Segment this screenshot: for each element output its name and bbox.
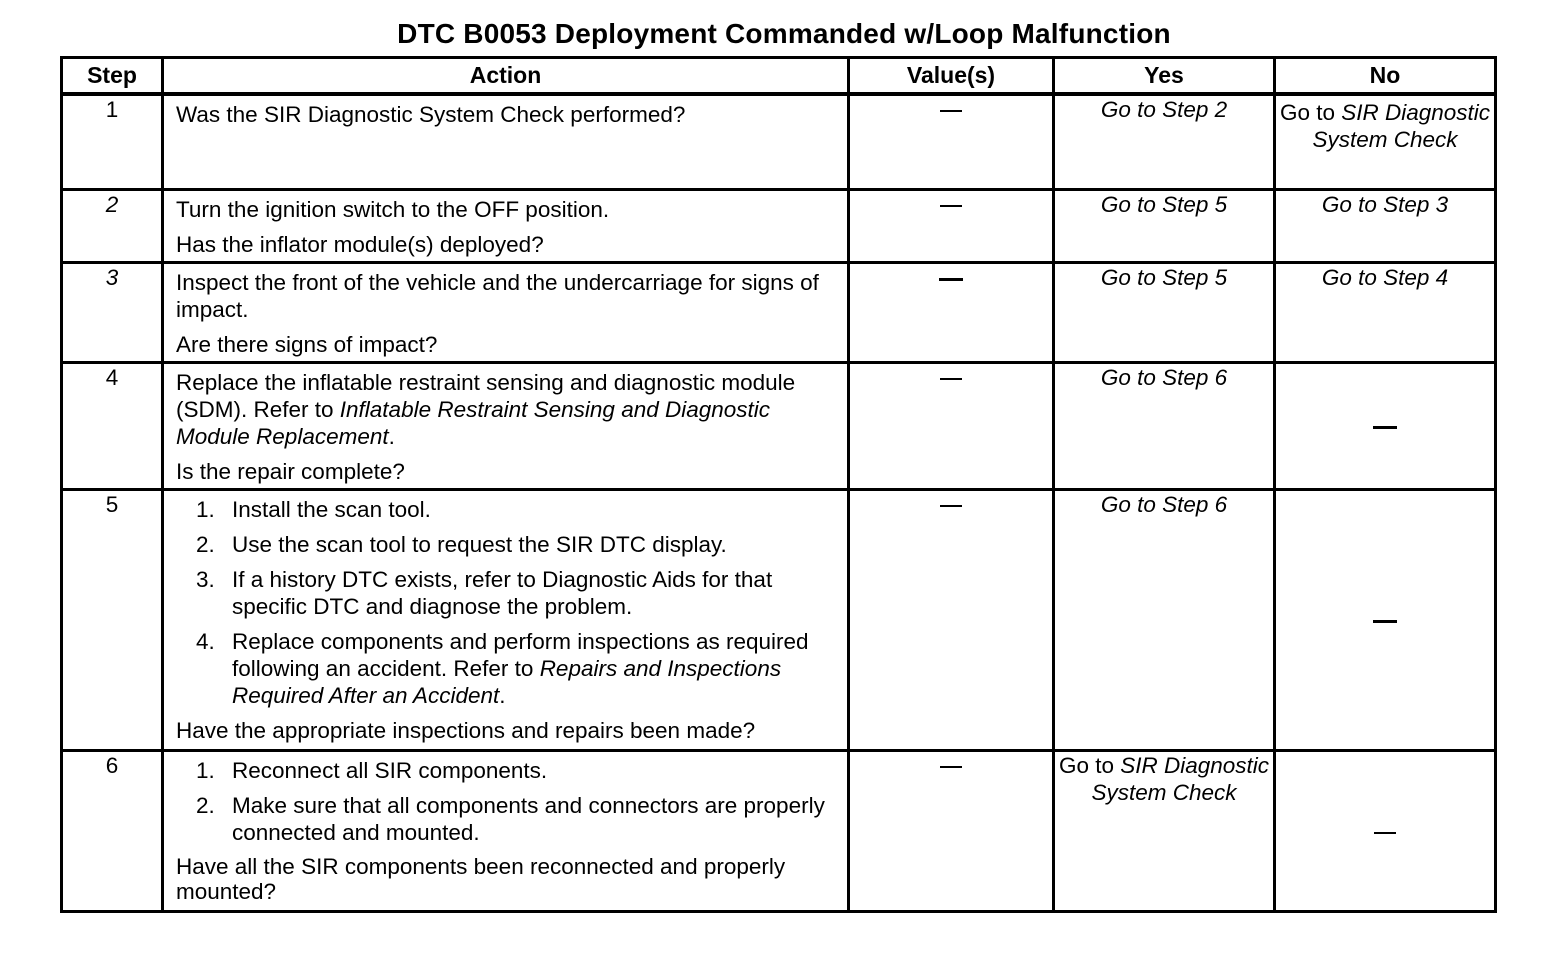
- header-values: Value(s): [849, 58, 1054, 95]
- yes-prefix: Go to: [1058, 753, 1121, 778]
- action-step-list: [176, 496, 839, 709]
- header-step: Step: [62, 58, 163, 95]
- yes-cell: [1054, 263, 1275, 363]
- value-cell: [849, 190, 1054, 263]
- value-dash: [940, 205, 962, 207]
- header-no: No: [1275, 58, 1496, 95]
- no-cell: [1275, 94, 1496, 190]
- action-cell: [163, 190, 849, 263]
- header-yes: Yes: [1054, 58, 1275, 95]
- table-row: [62, 94, 1496, 190]
- step-number: 3: [62, 263, 163, 363]
- value-cell: [849, 751, 1054, 912]
- yes-cell: [1054, 751, 1275, 912]
- action-text: Was the SIR Diagnostic System Check performed?: [176, 102, 686, 127]
- no-dash: [1373, 620, 1397, 623]
- no-link[interactable]: Go to Step 4: [1321, 265, 1449, 290]
- yes-cell: [1054, 190, 1275, 263]
- yes-link[interactable]: Go to Step 6: [1100, 492, 1228, 517]
- action-reference-link[interactable]: Inflatable Restraint Sensing and Diagnostic Module Replacement: [176, 397, 771, 449]
- action-step-list: [176, 757, 839, 846]
- value-dash: [939, 278, 963, 281]
- action-reference-link[interactable]: Repairs and Inspections Required After an Accident: [232, 656, 782, 708]
- action-cell: [163, 94, 849, 190]
- list-item: 3. If a history DTC exists, refer to Diagnostic Aids for that specific DTC and diagnose the problem.: [196, 567, 773, 619]
- step-number: 1: [62, 94, 163, 190]
- step-number: 2: [62, 190, 163, 263]
- value-cell: [849, 363, 1054, 490]
- yes-cell: [1054, 490, 1275, 751]
- yes-link[interactable]: Go to Step 5: [1100, 192, 1228, 217]
- no-dash: [1373, 426, 1397, 429]
- action-text: Turn the ignition switch to the OFF position.: [176, 197, 610, 222]
- step-number: 5: [62, 490, 163, 751]
- value-cell: [849, 94, 1054, 190]
- no-prefix: Go to: [1279, 100, 1342, 125]
- action-cell: [163, 751, 849, 912]
- table-row: [62, 263, 1496, 363]
- action-cell: [163, 363, 849, 490]
- action-text: Inspect the front of the vehicle and the undercarriage for signs of impact.: [176, 270, 819, 322]
- yes-link-sir-check[interactable]: SIR Diagnostic System Check: [1091, 753, 1270, 805]
- no-cell: [1275, 490, 1496, 751]
- action-cell: [163, 490, 849, 751]
- no-link-sir-check[interactable]: SIR Diagnostic System Check: [1312, 100, 1491, 152]
- action-question: Has the inflator module(s) deployed?: [176, 232, 544, 257]
- table-row: [62, 751, 1496, 912]
- yes-link[interactable]: Go to Step 2: [1100, 97, 1228, 122]
- diagnostic-table: [60, 56, 1497, 913]
- action-text: Replace the inflatable restraint sensing and diagnostic module (SDM). Refer to Inflatable Restraint Sensing and Diagnostic Module Replacement.: [176, 370, 796, 449]
- no-cell: [1275, 190, 1496, 263]
- step-number: 6: [62, 751, 163, 912]
- value-dash: [940, 505, 962, 507]
- value-dash: [940, 766, 962, 768]
- yes-cell: [1054, 94, 1275, 190]
- header-action: Action: [163, 58, 849, 95]
- table-row: [62, 490, 1496, 751]
- action-question: Are there signs of impact?: [176, 332, 438, 357]
- document-title: DTC B0053 Deployment Commanded w/Loop Malfunction: [397, 18, 1171, 49]
- list-item: 1. Install the scan tool.: [196, 497, 431, 522]
- no-cell: [1275, 363, 1496, 490]
- yes-link[interactable]: Go to Step 6: [1100, 365, 1228, 390]
- list-item: 1. Reconnect all SIR components.: [196, 758, 548, 783]
- value-dash: [940, 378, 962, 380]
- value-cell: [849, 263, 1054, 363]
- table-header-row: [62, 58, 1496, 95]
- table-row: [62, 190, 1496, 263]
- table-row: [62, 363, 1496, 490]
- no-dash: [1374, 832, 1396, 834]
- no-cell: [1275, 751, 1496, 912]
- value-dash: [940, 110, 962, 112]
- action-question: Have the appropriate inspections and repairs been made?: [176, 718, 756, 743]
- action-question: Is the repair complete?: [176, 459, 405, 484]
- yes-cell: [1054, 363, 1275, 490]
- no-link[interactable]: Go to Step 3: [1321, 192, 1449, 217]
- action-question: Have all the SIR components been reconnected and properly mounted?: [176, 854, 786, 904]
- list-item: 2. Make sure that all components and connectors are properly connected and mounted.: [196, 793, 825, 845]
- action-cell: [163, 263, 849, 363]
- list-item: 2. Use the scan tool to request the SIR DTC display.: [196, 532, 727, 557]
- value-cell: [849, 490, 1054, 751]
- step-number: 4: [62, 363, 163, 490]
- yes-link[interactable]: Go to Step 5: [1100, 265, 1228, 290]
- list-item: 4. Replace components and perform inspections as required following an accident. Refer to Repairs and Inspections Required After an Accident.: [196, 629, 809, 708]
- no-cell: [1275, 263, 1496, 363]
